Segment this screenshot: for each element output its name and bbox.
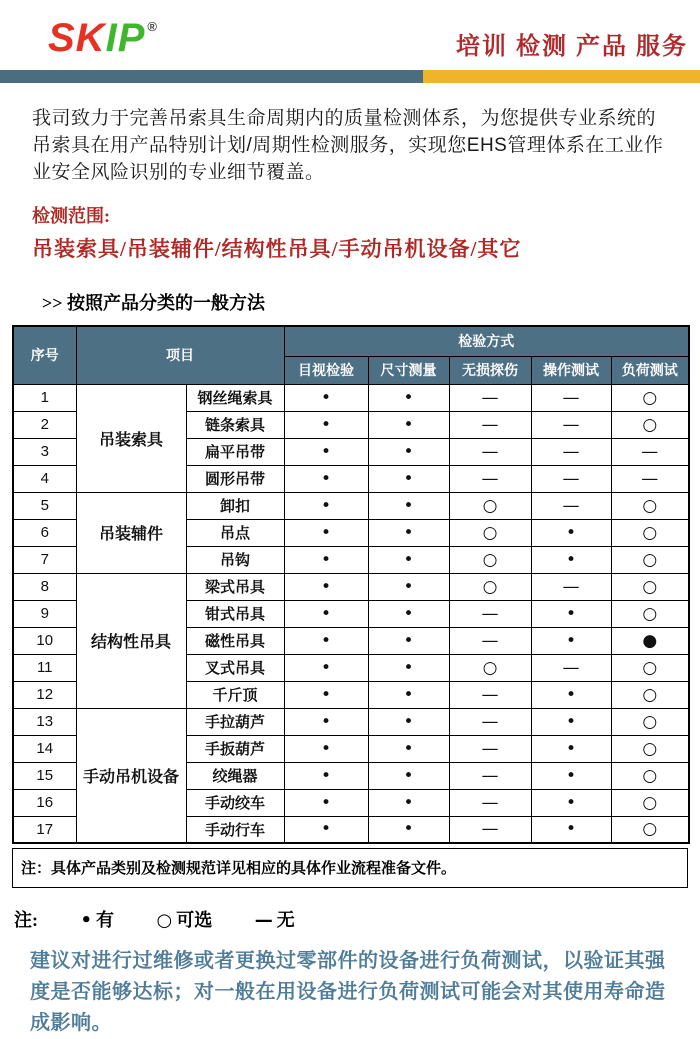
mark-cell: ○ xyxy=(611,708,689,735)
mark-cell: — xyxy=(531,384,611,411)
item-cell: 扁平吊带 xyxy=(186,438,284,465)
mark-cell: • xyxy=(531,681,611,708)
row-index: 2 xyxy=(13,411,76,438)
row-index: 13 xyxy=(13,708,76,735)
mark-cell: • xyxy=(284,627,368,654)
mark-cell: — xyxy=(531,573,611,600)
row-index: 15 xyxy=(13,762,76,789)
mark-cell: • xyxy=(368,627,449,654)
divider-bar xyxy=(0,70,700,83)
logo-text-green: IP xyxy=(105,16,146,60)
col-header-methods-group: 检验方式 xyxy=(284,326,689,356)
footer-note: 建议对进行过维修或者更换过零部件的设备进行负荷测试，以验证其强度是否能够达标；对一般在用设备进行负荷测试可能会对其使用寿命造成影响。 xyxy=(30,950,666,1034)
mark-cell: ○ xyxy=(611,735,689,762)
row-index: 16 xyxy=(13,789,76,816)
mark-cell: • xyxy=(284,654,368,681)
mark-cell: • xyxy=(531,519,611,546)
logo-text-red: SK xyxy=(48,16,106,60)
registered-trademark-icon: ® xyxy=(147,19,158,34)
row-index: 14 xyxy=(13,735,76,762)
row-index: 11 xyxy=(13,654,76,681)
mark-cell: — xyxy=(531,411,611,438)
intro-paragraph: 我司致力于完善吊索具生命周期内的质量检测体系，为您提供专业系统的吊索具在用产品特别计划/周期性检测服务，实现您EHS管理体系在工业作业安全风险识别的专业细节覆盖。 xyxy=(32,108,664,183)
mark-cell: ○ xyxy=(611,384,689,411)
mark-cell: • xyxy=(368,708,449,735)
col-header-operation: 操作测试 xyxy=(531,356,611,384)
mark-cell: ○ xyxy=(449,492,531,519)
item-cell: 手扳葫芦 xyxy=(186,735,284,762)
mark-cell: ○ xyxy=(611,654,689,681)
mark-cell: • xyxy=(284,708,368,735)
mark-cell: ○ xyxy=(611,519,689,546)
mark-cell: ○ xyxy=(611,816,689,843)
hollow-circle-icon: ○ xyxy=(156,910,173,931)
mark-cell: • xyxy=(368,789,449,816)
item-cell: 吊钩 xyxy=(186,546,284,573)
row-index: 7 xyxy=(13,546,76,573)
mark-cell: ○ xyxy=(449,573,531,600)
mark-cell: ○ xyxy=(611,762,689,789)
mark-cell: — xyxy=(449,600,531,627)
mark-cell: • xyxy=(531,600,611,627)
scope-label: 检测范围: xyxy=(32,206,110,226)
mark-cell: • xyxy=(531,627,611,654)
col-header-visual: 目视检验 xyxy=(284,356,368,384)
mark-cell: • xyxy=(284,519,368,546)
col-header-item: 项目 xyxy=(76,326,284,384)
mark-cell: — xyxy=(449,438,531,465)
section-heading: >> 按照产品分类的一般方法 xyxy=(42,293,266,313)
item-cell: 绞绳器 xyxy=(186,762,284,789)
category-cell: 吊装索具 xyxy=(76,384,186,492)
legend-item-circle xyxy=(157,910,213,930)
table-row xyxy=(13,573,689,600)
item-cell: 圆形吊带 xyxy=(186,465,284,492)
mark-cell: — xyxy=(449,627,531,654)
row-index: 17 xyxy=(13,816,76,843)
item-cell: 卸扣 xyxy=(186,492,284,519)
item-cell: 钢丝绳索具 xyxy=(186,384,284,411)
mark-cell: • xyxy=(284,735,368,762)
mark-cell: ○ xyxy=(449,546,531,573)
mark-cell: ○ xyxy=(611,492,689,519)
mark-cell: • xyxy=(284,438,368,465)
item-cell: 吊点 xyxy=(186,519,284,546)
divider-bar-left xyxy=(0,70,423,83)
table-row xyxy=(13,708,689,735)
mark-cell: — xyxy=(449,384,531,411)
mark-cell: • xyxy=(284,816,368,843)
item-cell: 链条索具 xyxy=(186,411,284,438)
item-cell: 千斤顶 xyxy=(186,681,284,708)
legend-item-dot xyxy=(81,910,115,930)
mark-cell: • xyxy=(284,789,368,816)
row-index: 10 xyxy=(13,627,76,654)
col-header-load: 负荷测试 xyxy=(611,356,689,384)
mark-cell: ○ xyxy=(449,654,531,681)
mark-cell: • xyxy=(531,789,611,816)
mark-cell: • xyxy=(531,708,611,735)
mark-cell: • xyxy=(284,411,368,438)
legend-item-text: 有 xyxy=(96,910,115,930)
mark-cell: — xyxy=(531,492,611,519)
legend-label: 注: xyxy=(14,910,38,930)
mark-cell: • xyxy=(368,573,449,600)
mark-cell: • xyxy=(368,492,449,519)
table-note: 注：具体产品类别及检测规范详见相应的具体作业流程准备文件。 xyxy=(12,848,688,888)
mark-cell: ○ xyxy=(611,789,689,816)
inspection-table xyxy=(12,325,690,844)
mark-cell: — xyxy=(611,438,689,465)
mark-cell: — xyxy=(449,681,531,708)
row-index: 4 xyxy=(13,465,76,492)
mark-cell: • xyxy=(531,546,611,573)
mark-cell: ○ xyxy=(611,600,689,627)
mark-cell: • xyxy=(368,816,449,843)
mark-cell: ○ xyxy=(611,546,689,573)
item-cell: 钳式吊具 xyxy=(186,600,284,627)
skip-logo xyxy=(48,16,158,61)
mark-cell: • xyxy=(368,681,449,708)
mark-cell: ● xyxy=(611,627,689,654)
mark-cell: • xyxy=(368,465,449,492)
col-header-ndt: 无损探伤 xyxy=(449,356,531,384)
mark-cell: — xyxy=(611,465,689,492)
item-cell: 手动绞车 xyxy=(186,789,284,816)
mark-cell: ○ xyxy=(611,573,689,600)
row-index: 5 xyxy=(13,492,76,519)
mark-cell: — xyxy=(449,816,531,843)
mark-cell: — xyxy=(449,411,531,438)
table-row xyxy=(13,384,689,411)
legend-item-text: 可选 xyxy=(176,910,213,930)
row-index: 12 xyxy=(13,681,76,708)
mark-cell: • xyxy=(284,573,368,600)
mark-cell: ○ xyxy=(449,519,531,546)
legend xyxy=(14,906,700,932)
item-cell: 手动行车 xyxy=(186,816,284,843)
mark-cell: • xyxy=(368,762,449,789)
mark-cell: — xyxy=(531,654,611,681)
mark-cell: ○ xyxy=(611,411,689,438)
page-header xyxy=(0,0,700,70)
mark-cell: • xyxy=(368,600,449,627)
row-index: 1 xyxy=(13,384,76,411)
legend-item-text: 无 xyxy=(276,910,295,930)
divider-bar-right xyxy=(423,70,700,83)
col-header-index: 序号 xyxy=(13,326,76,384)
filled-dot-icon: • xyxy=(80,910,93,931)
row-index: 9 xyxy=(13,600,76,627)
mark-cell: • xyxy=(284,681,368,708)
mark-cell: • xyxy=(368,546,449,573)
row-index: 3 xyxy=(13,438,76,465)
mark-cell: • xyxy=(368,654,449,681)
col-header-dimension: 尺寸测量 xyxy=(368,356,449,384)
mark-cell: • xyxy=(531,762,611,789)
item-cell: 磁性吊具 xyxy=(186,627,284,654)
mark-cell: • xyxy=(531,816,611,843)
category-cell: 手动吊机设备 xyxy=(76,708,186,843)
mark-cell: • xyxy=(284,600,368,627)
table-row xyxy=(13,492,689,519)
mark-cell: • xyxy=(531,735,611,762)
category-cell: 吊装辅件 xyxy=(76,492,186,573)
mark-cell: • xyxy=(284,492,368,519)
header-tagline: 培训 检测 产品 服务 xyxy=(456,34,688,60)
mark-cell: — xyxy=(449,708,531,735)
item-cell: 叉式吊具 xyxy=(186,654,284,681)
legend-item-dash xyxy=(255,910,295,930)
mark-cell: • xyxy=(368,735,449,762)
mark-cell: — xyxy=(531,438,611,465)
mark-cell: • xyxy=(284,762,368,789)
mark-cell: — xyxy=(449,735,531,762)
scope-items: 吊装索具/吊装辅件/结构性吊具/手动吊机设备/其它 xyxy=(32,237,522,261)
item-cell: 手拉葫芦 xyxy=(186,708,284,735)
mark-cell: • xyxy=(284,465,368,492)
category-cell: 结构性吊具 xyxy=(76,573,186,708)
mark-cell: • xyxy=(368,384,449,411)
mark-cell: — xyxy=(531,465,611,492)
mark-cell: — xyxy=(449,762,531,789)
mark-cell: • xyxy=(284,546,368,573)
mark-cell: • xyxy=(368,519,449,546)
dash-icon: — xyxy=(254,910,273,931)
main-content xyxy=(0,105,700,315)
mark-cell: • xyxy=(368,411,449,438)
mark-cell: ○ xyxy=(611,681,689,708)
row-index: 8 xyxy=(13,573,76,600)
mark-cell: — xyxy=(449,789,531,816)
row-index: 6 xyxy=(13,519,76,546)
mark-cell: • xyxy=(284,384,368,411)
mark-cell: • xyxy=(368,438,449,465)
mark-cell: — xyxy=(449,465,531,492)
item-cell: 梁式吊具 xyxy=(186,573,284,600)
